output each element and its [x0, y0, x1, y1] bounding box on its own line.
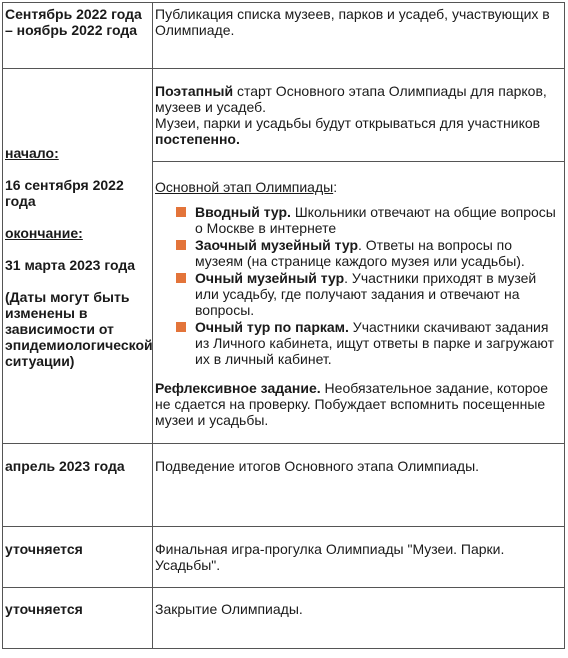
reflexive-task: [155, 380, 562, 428]
tour-text: . Участники приходят в музей или усадьбу, где получают задания и отвечают на вопросы.: [195, 270, 537, 318]
start-date: 16 сентября 2022 года: [5, 176, 124, 209]
date-cell: [3, 3, 153, 69]
table-row: [3, 3, 565, 69]
stage-start-rest: старт Основного этапа Олимпиады для парков, музеев и усадеб.: [155, 83, 547, 115]
main-stage-heading-text: Основной этап Олимпиады: [155, 179, 334, 195]
tour-text: Школьники отвечают на общие вопросы о Москве в интернете: [195, 204, 556, 236]
stage-start-line2-text: Музеи, парки и усадьбы будут открываться для участников: [155, 115, 541, 131]
stage-start-line2: [155, 115, 562, 147]
date-cell: апрель 2023 года: [3, 444, 153, 527]
end-label: окончание:: [5, 224, 83, 241]
tours-list: [155, 204, 562, 367]
description-cell: Подведение итогов Основного этапа Олимпиады.: [153, 444, 565, 527]
date-note: (Даты могут быть изменены в зависимости от эпидемиологической ситуации): [5, 288, 153, 369]
tour-title: Очный музейный тур: [195, 270, 345, 286]
list-item: [175, 270, 562, 318]
date-line: – ноябрь 2022 года: [5, 22, 138, 38]
description-cell: Публикация списка музеев, парков и усадеб, участвующих в Олимпиаде.: [153, 3, 565, 69]
date-cell: уточняется: [3, 527, 153, 588]
stage-start-cell: [153, 69, 565, 162]
reflexive-task-text: Необязательное задание, которое не сдается на проверку. Побуждает вспомнить посещенные музеи и усадьбы.: [155, 380, 549, 428]
table-row: [3, 444, 565, 527]
main-stage-heading-colon: :: [333, 179, 338, 195]
date-cell: уточняется: [3, 588, 153, 649]
list-item: [175, 237, 562, 269]
table-row: [3, 588, 565, 649]
square-bullet-icon: [176, 207, 186, 217]
schedule-table: [2, 2, 565, 649]
main-stage-cell: [153, 162, 565, 444]
reflexive-task-title: Рефлексивное задание.: [155, 380, 321, 396]
square-bullet-icon: [176, 240, 186, 250]
tour-text: Участники скачивают задания из Личного кабинета, ищут ответы в парке и загружают их в личный кабинет.: [195, 319, 555, 367]
stage-start-line2-bold: постепенно.: [155, 131, 240, 147]
tour-title: Заочный музейный тур: [195, 237, 359, 253]
main-stage-heading: [155, 179, 562, 195]
date-cell: [3, 69, 153, 444]
date-line: Сентябрь 2022 года: [5, 6, 142, 22]
list-item: [175, 319, 562, 367]
tour-title: Вводный тур.: [195, 204, 291, 220]
tour-title: Очный тур по паркам.: [195, 319, 349, 335]
description-cell: Финальная игра-прогулка Олимпиады "Музеи. Парки. Усадьбы".: [153, 527, 565, 588]
end-date: 31 марта 2023 года: [5, 256, 136, 273]
stage-start-bold: Поэтапный: [155, 83, 234, 99]
table-row: [3, 527, 565, 588]
list-item: [175, 204, 562, 236]
square-bullet-icon: [176, 322, 186, 332]
description-cell: Закрытие Олимпиады.: [153, 588, 565, 649]
square-bullet-icon: [176, 273, 186, 283]
start-label: начало:: [5, 144, 59, 161]
stage-start-text: [155, 83, 562, 115]
tour-text: . Ответы на вопросы по музеям (на странице каждого музея или усадьбы).: [195, 237, 525, 269]
table-row: [3, 69, 565, 162]
